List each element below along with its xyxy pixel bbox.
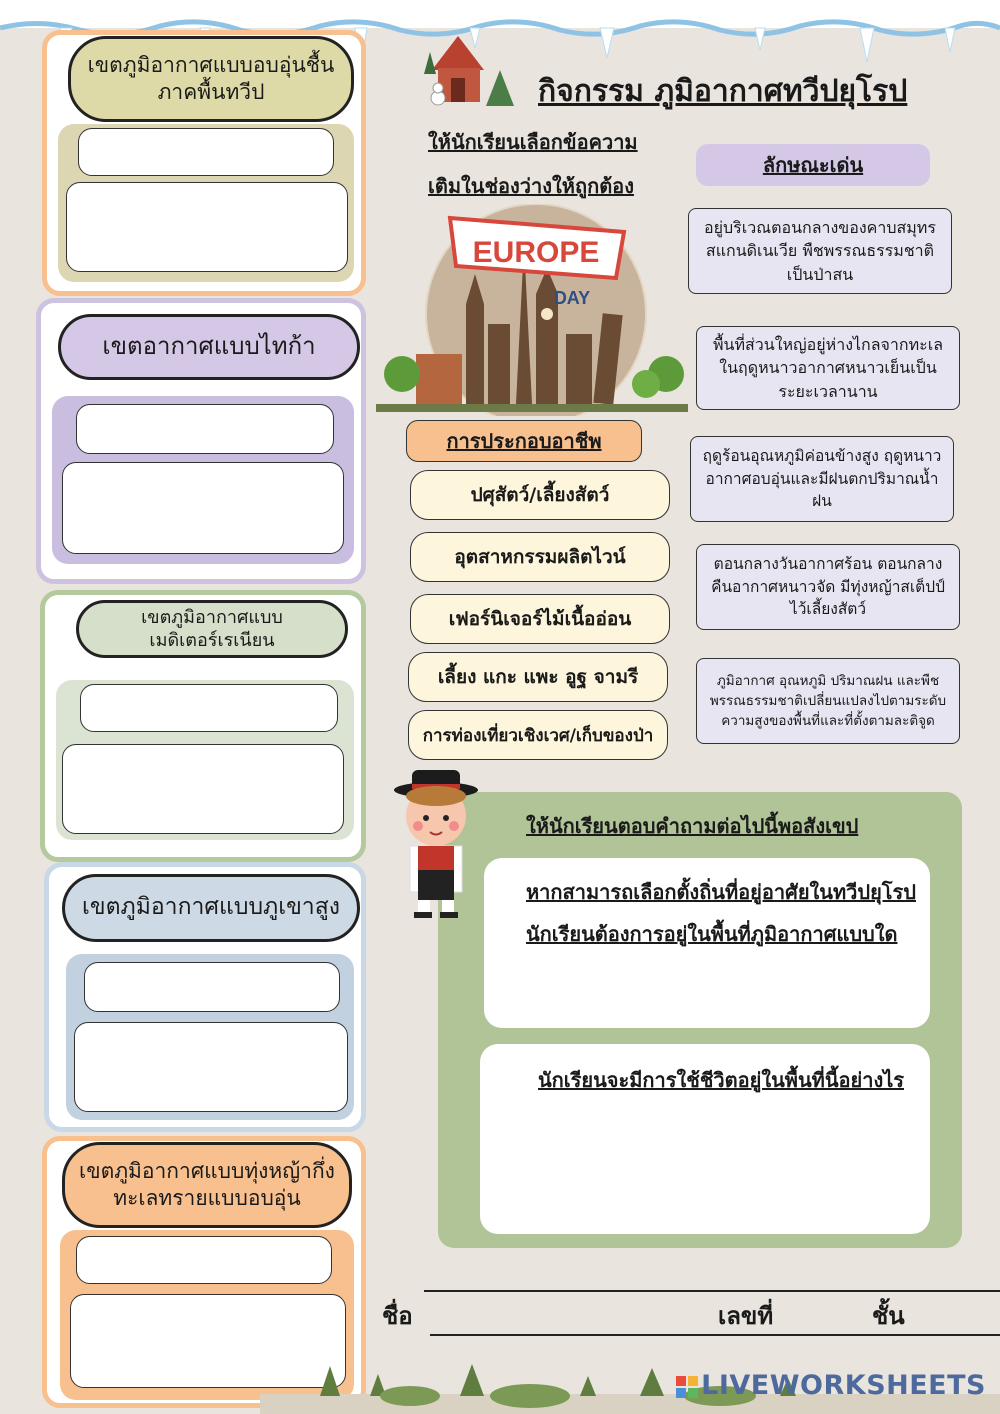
instruction-line-2: เติมในช่องว่างให้ถูกต้อง bbox=[428, 174, 634, 198]
zone-title-highland: เขตภูมิอากาศแบบภูเขาสูง bbox=[62, 874, 360, 942]
name-input[interactable] bbox=[424, 1294, 704, 1332]
career-item-5[interactable]: การท่องเที่ยวเชิงเวศ/เก็บของป่า bbox=[408, 710, 668, 760]
feature-item-4[interactable]: ตอนกลางวันอากาศร้อน ตอนกลางคืนอากาศหนาวจัด มีทุ่งหญ้าสเต็ปป์ ไว้เลี้ยงสัตว์ bbox=[696, 544, 960, 630]
career-item-2[interactable]: อุตสาหกรรมผลิตไวน์ bbox=[410, 532, 670, 582]
drop-box-career-taiga[interactable] bbox=[76, 404, 334, 454]
page-title: กิจกรรม ภูมิอากาศทวีปยุโรป bbox=[538, 74, 908, 109]
drop-box-career-continental[interactable] bbox=[78, 128, 334, 176]
zone-title-taiga: เขตอากาศแบบไทก้า bbox=[58, 314, 360, 380]
liveworksheets-badge-icon bbox=[676, 1376, 698, 1398]
logo-text: LIVEWORKSHEETS bbox=[701, 1370, 986, 1401]
banner-sub: DAY bbox=[553, 288, 591, 308]
zone-title-continental: เขตภูมิอากาศแบบอบอุ่นชื้นภาคพื้นทวีป bbox=[68, 36, 354, 122]
drop-box-career-highland[interactable] bbox=[84, 962, 340, 1012]
class-label: ชั้น bbox=[872, 1302, 905, 1330]
name-line-bottom bbox=[430, 1334, 1000, 1336]
number-label: เลขที่ bbox=[718, 1302, 774, 1330]
banner-word: EUROPE bbox=[472, 236, 600, 269]
drop-box-feature-highland[interactable] bbox=[74, 1022, 348, 1112]
question-2-answer-area[interactable] bbox=[496, 1100, 914, 1220]
question-1-line-2: นักเรียนต้องการอยู่ในพื้นที่ภูมิอากาศแบบใด bbox=[526, 922, 898, 946]
name-line-top bbox=[424, 1290, 1000, 1292]
feature-item-1[interactable]: อยู่บริเวณตอนกลางของคาบสมุทรสแกนดิเนเวีย พืชพรรณธรรมชาติเป็นป่าสน bbox=[688, 208, 952, 294]
drop-box-feature-taiga[interactable] bbox=[62, 462, 344, 554]
career-item-4[interactable]: เลี้ยง แกะ แพะ อูฐ จามรี bbox=[408, 652, 668, 702]
cabin-illustration bbox=[418, 30, 514, 112]
question-heading: ให้นักเรียนตอบคำถามต่อไปนี้พอสังเขป bbox=[526, 814, 859, 838]
features-heading: ลักษณะเด่น bbox=[696, 144, 930, 186]
feature-item-3[interactable]: ฤดูร้อนอุณหภูมิค่อนข้างสูง ฤดูหนาวอากาศอบอุ่นและมีฝนตกปริมาณน้ำฝน bbox=[690, 436, 954, 522]
feature-item-5[interactable]: ภูมิอากาศ อุณหภูมิ ปริมาณฝน และพืชพรรณธรรมชาติเปลี่ยนแปลงไปตามระดับความสูงของพื้นที่และที่ตั้งตามละติจูด bbox=[696, 658, 960, 744]
drop-box-career-mediterranean[interactable] bbox=[80, 684, 338, 732]
question-1-answer-area[interactable] bbox=[500, 956, 914, 1018]
careers-heading: การประกอบอาชีพ bbox=[406, 420, 642, 462]
instruction-line-1: ให้นักเรียนเลือกข้อความ bbox=[428, 130, 638, 154]
question-1-line-1: หากสามารถเลือกตั้งถิ่นที่อยู่อาศัยในทวีปยุโรป bbox=[526, 880, 916, 904]
career-item-1[interactable]: ปศุสัตว์/เลี้ยงสัตว์ bbox=[410, 470, 670, 520]
liveworksheets-logo bbox=[676, 1370, 986, 1401]
name-label: ชื่อ bbox=[382, 1302, 413, 1330]
drop-box-career-steppe[interactable] bbox=[76, 1236, 332, 1284]
career-item-3[interactable]: เฟอร์นิเจอร์ไม้เนื้ออ่อน bbox=[410, 594, 670, 644]
feature-item-2[interactable]: พื้นที่ส่วนใหญ่อยู่ห่างไกลจากทะเล ในฤดูหนาวอากาศหนาวเย็นเป็นระยะเวลานาน bbox=[696, 326, 960, 410]
drop-box-feature-continental[interactable] bbox=[66, 182, 348, 272]
question-2-text: นักเรียนจะมีการใช้ชีวิตอยู่ในพื้นที่นี้อย่างไร bbox=[538, 1068, 905, 1092]
zone-title-steppe: เขตภูมิอากาศแบบทุ่งหญ้ากึ่งทะเลทรายแบบอบอุ่น bbox=[62, 1142, 352, 1228]
character-illustration bbox=[388, 770, 488, 920]
zone-title-mediterranean: เขตภูมิอากาศแบบเมดิเตอร์เรเนียน bbox=[76, 600, 348, 658]
drop-box-feature-mediterranean[interactable] bbox=[62, 744, 344, 834]
europe-day-illustration bbox=[376, 204, 688, 416]
